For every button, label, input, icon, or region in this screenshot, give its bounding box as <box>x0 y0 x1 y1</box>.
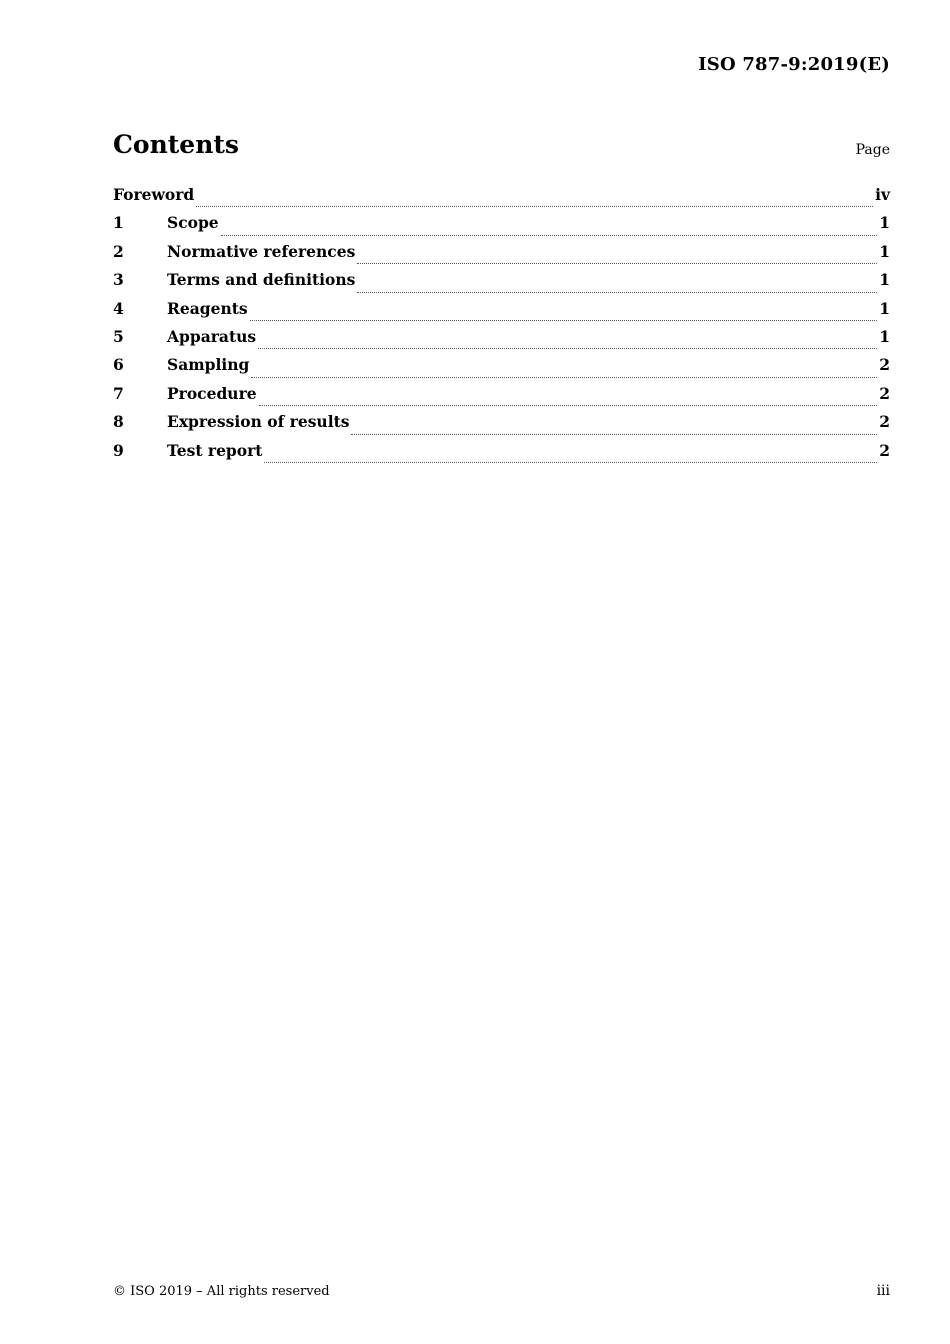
dot-leader <box>351 433 877 435</box>
toc-entry-page: 1 <box>879 298 890 318</box>
dot-leader <box>250 319 878 321</box>
toc-entry-title: Expression of results <box>167 412 350 432</box>
toc-entry-title: Normative references <box>167 241 356 261</box>
copyright-notice: © ISO 2019 – All rights reserved <box>113 1284 330 1299</box>
toc-entry-terms-and-definitions[interactable] <box>113 270 890 298</box>
dot-leader <box>258 347 877 349</box>
document-identifier: ISO 787-9:2019(E) <box>698 54 890 75</box>
toc-entry-test-report[interactable] <box>113 441 890 469</box>
toc-entry-title: Foreword <box>113 185 195 204</box>
dot-leader <box>251 376 877 378</box>
toc-entry-page: iv <box>875 185 890 204</box>
toc-entry-sampling[interactable] <box>113 355 890 383</box>
page-column-label: Page <box>855 142 890 158</box>
toc-entry-page: 1 <box>879 213 890 233</box>
toc-entry-normative-references[interactable] <box>113 242 890 270</box>
contents-heading: Contents <box>113 130 240 159</box>
toc-entry-number: 6 <box>113 355 124 375</box>
toc-entry-procedure[interactable] <box>113 384 890 412</box>
toc-entry-number: 5 <box>113 326 124 346</box>
toc-entry-number: 8 <box>113 412 124 432</box>
dot-leader <box>259 404 878 406</box>
toc-entry-reagents[interactable] <box>113 299 890 327</box>
dot-leader <box>196 205 873 207</box>
toc-entry-number: 7 <box>113 383 124 403</box>
dot-leader <box>264 461 877 463</box>
toc-entry-number: 9 <box>113 440 124 460</box>
toc-entry-page: 2 <box>879 412 890 432</box>
toc-entry-number: 1 <box>113 213 124 233</box>
toc-entry-scope[interactable] <box>113 213 890 241</box>
toc-entry-title: Test report <box>167 440 263 460</box>
toc-entry-title: Sampling <box>167 355 250 375</box>
toc-entry-title: Procedure <box>167 383 257 403</box>
toc-entry-page: 2 <box>879 440 890 460</box>
toc-entry-page: 1 <box>879 241 890 261</box>
toc-entry-expression-of-results[interactable] <box>113 412 890 440</box>
toc-entry-title: Terms and definitions <box>167 270 356 290</box>
table-of-contents <box>113 185 890 469</box>
toc-entry-foreword[interactable] <box>113 185 890 213</box>
dot-leader <box>357 291 877 293</box>
toc-entry-page: 1 <box>879 326 890 346</box>
dot-leader <box>357 262 877 264</box>
toc-entry-title: Reagents <box>167 298 248 318</box>
toc-entry-page: 2 <box>879 355 890 375</box>
dot-leader <box>221 234 878 236</box>
toc-entry-number: 3 <box>113 270 124 290</box>
toc-entry-page: 1 <box>879 270 890 290</box>
toc-entry-title: Scope <box>167 213 219 233</box>
page-number: iii <box>876 1283 890 1299</box>
toc-entry-number: 4 <box>113 298 124 318</box>
toc-entry-apparatus[interactable] <box>113 327 890 355</box>
toc-entry-number: 2 <box>113 241 124 261</box>
toc-entry-page: 2 <box>879 383 890 403</box>
toc-entry-title: Apparatus <box>167 326 257 346</box>
